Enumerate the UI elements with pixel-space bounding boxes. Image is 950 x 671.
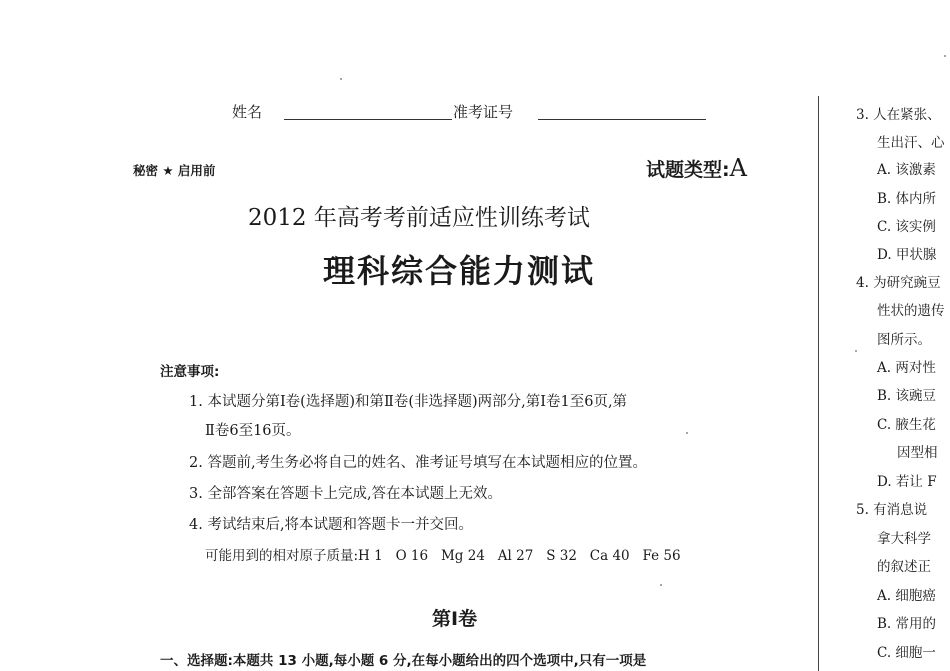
right-line: 5. 有消息说 <box>856 502 928 518</box>
question-type-colon: : <box>722 159 730 181</box>
note-item: 2. 答题前,考生务必将自己的姓名、准考证号填写在本试题相应的位置。 <box>189 455 648 471</box>
scan-speck <box>660 584 662 586</box>
section-intro: 一、选择题:本题共 13 小题,每小题 6 分,在每小题给出的四个选项中,只有一项是 <box>160 653 647 669</box>
notes-heading: 注意事项: <box>160 364 220 380</box>
right-line: A. 两对性 <box>877 360 936 376</box>
right-line: A. 细胞癌 <box>877 588 936 604</box>
right-line: D. 若让 F <box>877 474 937 490</box>
note-item: 1. 本试题分第Ⅰ卷(选择题)和第Ⅱ卷(非选择题)两部分,第Ⅰ卷1至6页,第 <box>189 394 628 410</box>
name-underline <box>284 119 452 120</box>
question-type-label: 试题类型 <box>646 159 723 181</box>
name-label: 姓名 <box>232 103 263 121</box>
right-line: 生出汗、心 <box>877 135 945 151</box>
right-line: 性状的遗传 <box>877 303 945 319</box>
right-line: 图所示。 <box>877 332 931 348</box>
column-divider <box>818 96 819 671</box>
note-item: 3. 全部答案在答题卡上完成,答在本试题上无效。 <box>189 486 503 502</box>
right-line: 因型相 <box>897 445 938 461</box>
right-line: B. 常用的 <box>877 616 937 632</box>
note-item: Ⅱ卷6至16页。 <box>205 423 301 439</box>
right-line: B. 体内所 <box>877 191 937 207</box>
right-line: D. 甲状腺 <box>877 247 937 263</box>
atomic-mass-line: 可能用到的相对原子质量:H 1 O 16 Mg 24 Al 27 S 32 Ca 40 Fe 56 <box>205 548 681 564</box>
right-line: 拿大科学 <box>877 531 931 547</box>
exam-subtitle: 理科综合能力测试 <box>323 252 596 290</box>
right-line: 的叙述正 <box>877 559 931 575</box>
scan-speck <box>686 432 688 434</box>
exam-id-label: 准考证号 <box>453 103 514 121</box>
scan-speck <box>340 78 342 80</box>
right-line: 3. 人在紧张、 <box>856 107 941 123</box>
confidential-mark: 秘密 ★ 启用前 <box>133 163 216 178</box>
scan-speck <box>944 55 946 57</box>
note-item: 4. 考试结束后,将本试题和答题卡一并交回。 <box>189 517 474 533</box>
right-line: C. 细胞一 <box>877 645 936 661</box>
right-line: 4. 为研究豌豆 <box>856 275 941 291</box>
right-line: C. 腋生花 <box>877 417 936 433</box>
section-title: 第Ⅰ卷 <box>432 608 478 630</box>
right-line: B. 该豌豆 <box>877 388 937 404</box>
question-type-value: A <box>729 154 747 182</box>
scan-speck <box>855 350 857 352</box>
right-line: A. 该激素 <box>877 162 936 178</box>
exam-id-underline <box>538 119 706 120</box>
exam-title: 2012 年高考考前适应性训练考试 <box>248 205 590 231</box>
right-line: C. 该实例 <box>877 219 936 235</box>
question-type <box>646 154 747 182</box>
